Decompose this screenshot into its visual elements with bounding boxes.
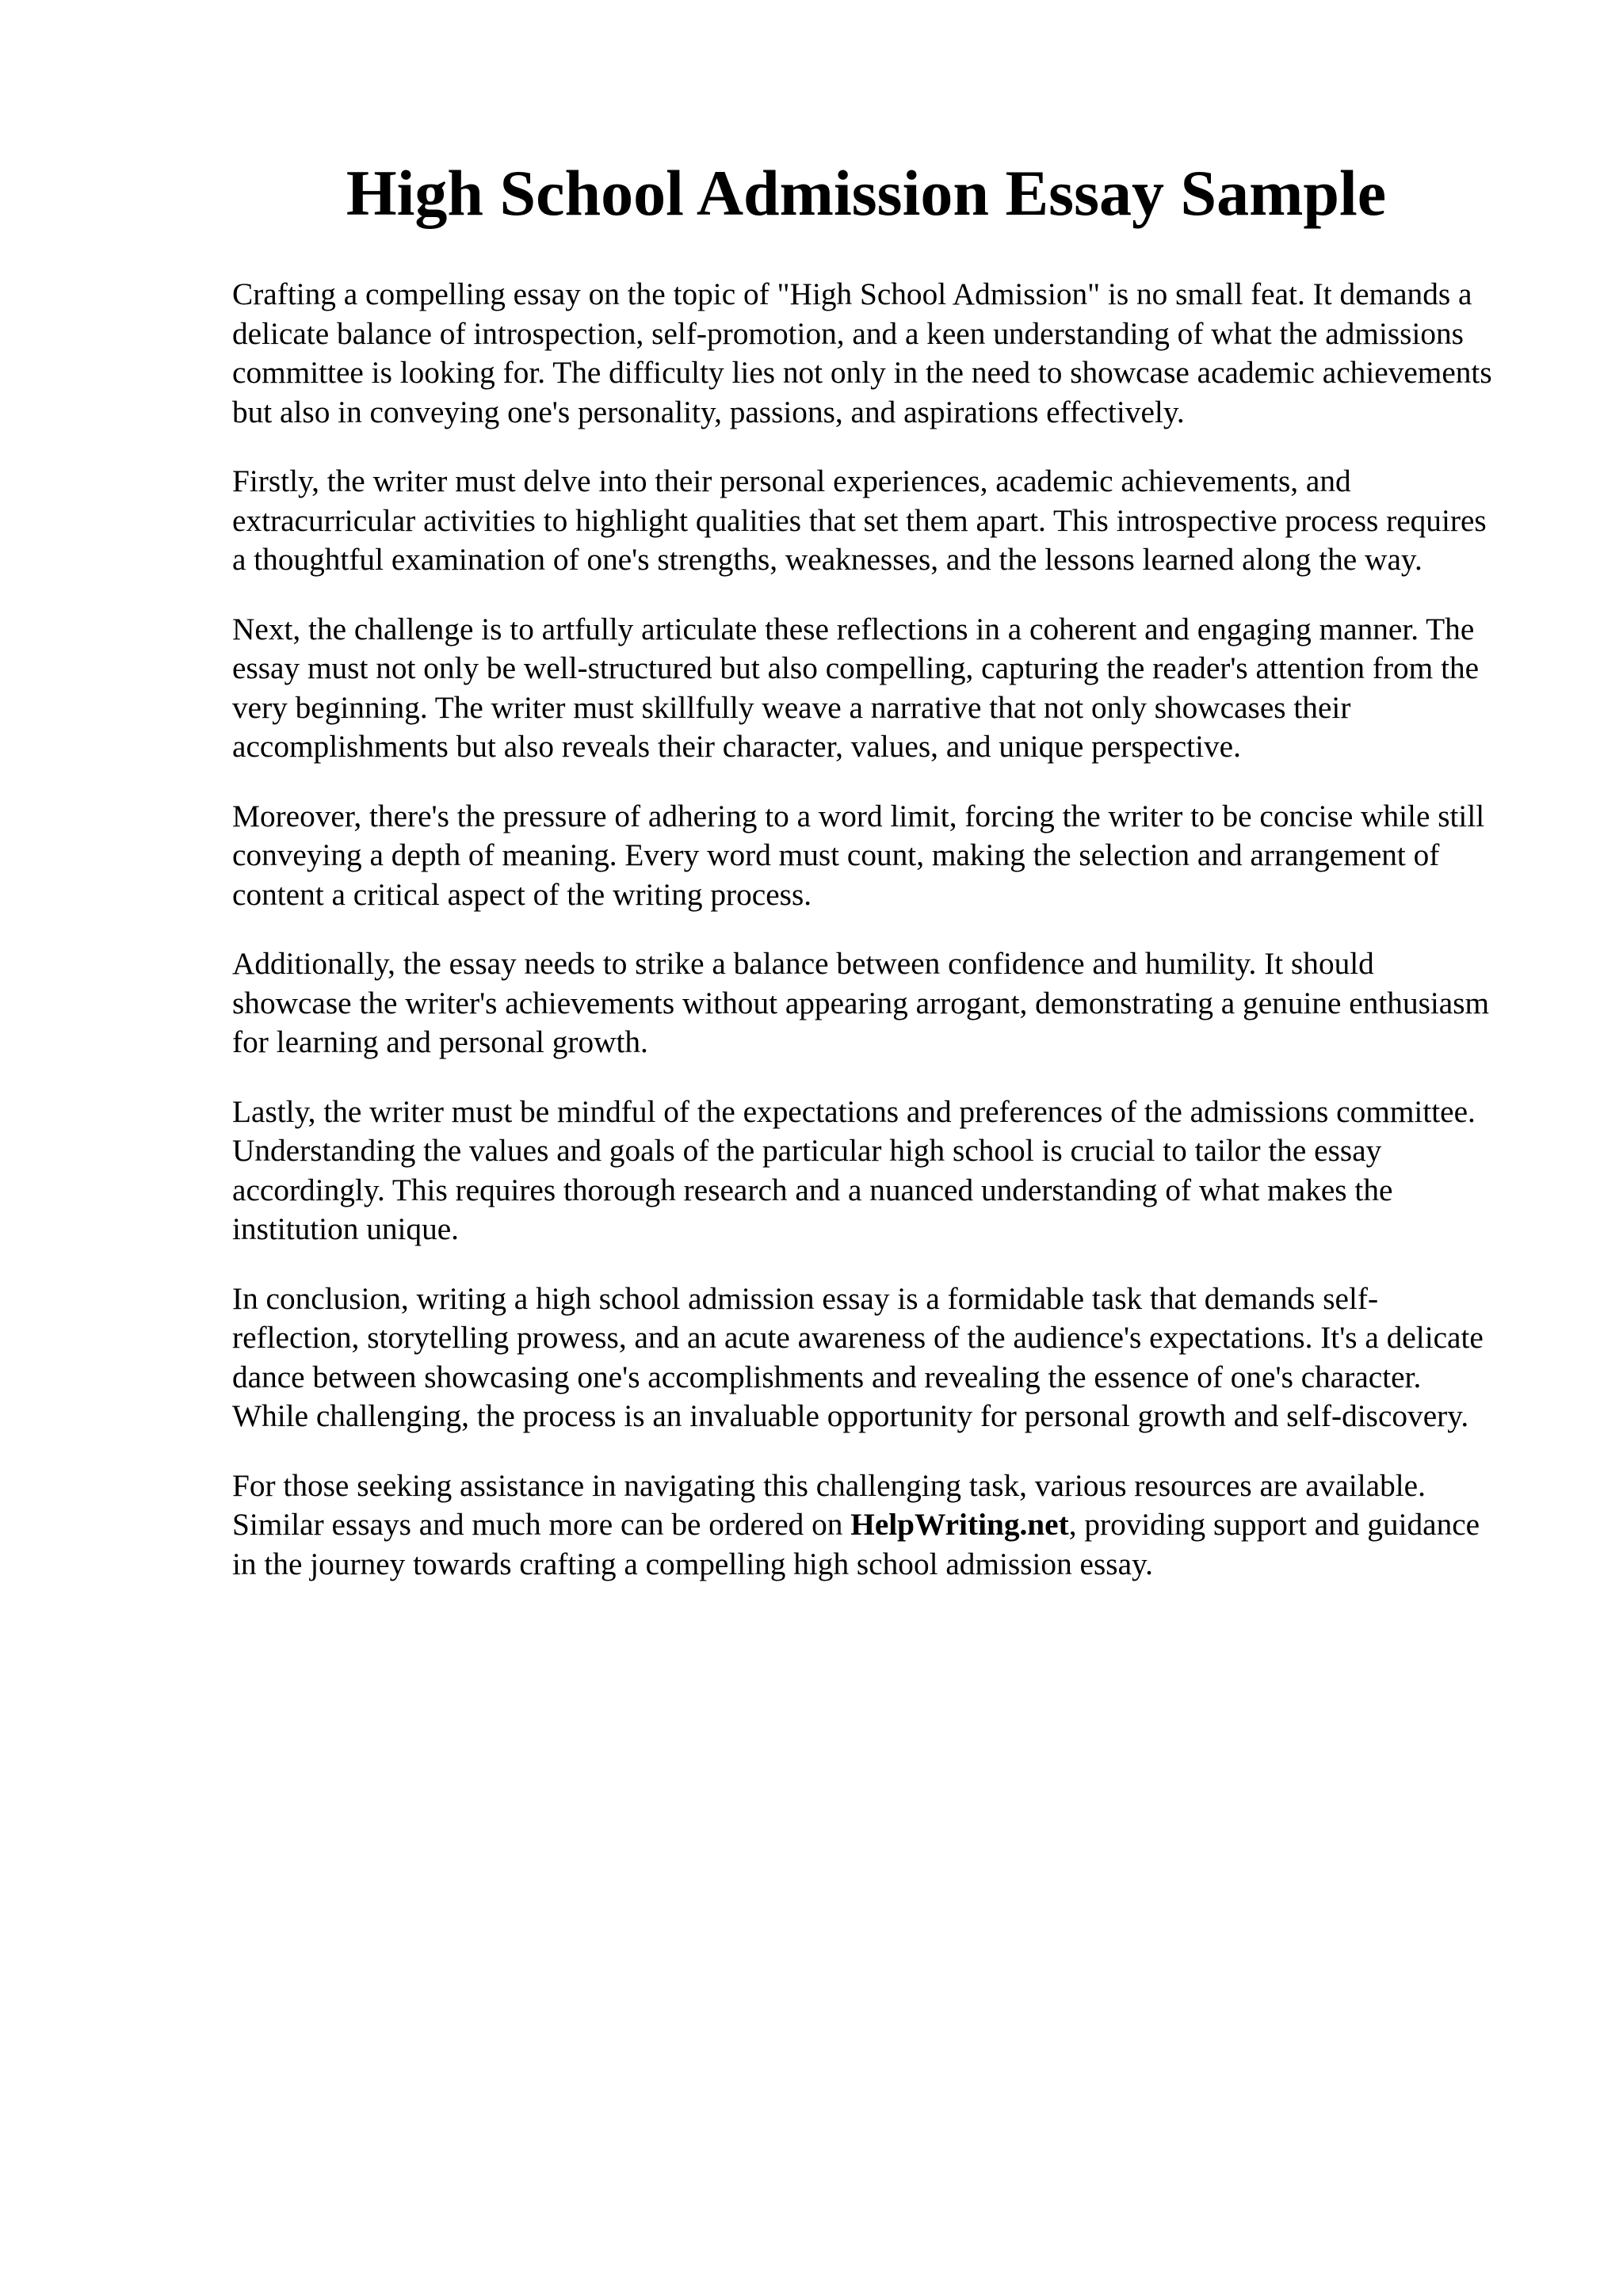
paragraph-3: Next, the challenge is to artfully articulate these reflections in a coherent and engaging manner. The essay must not only be well-structured but also compelling, capturing the reader's attention from the very beginning. The writer must skillfully weave a narrative that not only showcases their accomplishments but also reveals their character, values, and unique perspective. — [232, 611, 1480, 765]
paragraph-1: Crafting a compelling essay on the topic of "High School Admission" is no small feat. It demands a delicate balance of introspection, self-promotion, and a keen understanding of what the admissions committee is looking for. The difficulty lies not only in the need to showcase academic achievements but also in conveying one's personality, passions, and aspirations effectively. — [232, 277, 1492, 429]
paragraph-8-text-before: For those seeking assistance in navigating this challenging task, various resources are available. Similar essays and much more can be ordered on — [232, 1467, 1426, 1543]
paragraph-5: Additionally, the essay needs to strike a balance between confidence and humility. It should showcase the writer's achievements without appearing arrogant, demonstrating a genuine enthusiasm for learning and personal growth. — [232, 946, 1490, 1060]
document-title: High School Admission Essay Sample — [346, 157, 1387, 229]
paragraph-6: Lastly, the writer must be mindful of the expectations and preferences of the admissions committee. Understanding the values and goals of the particular high school is crucial to tailor the essay accordingly. This requires thorough research and a nuanced understanding of what makes the institution unique. — [232, 1093, 1476, 1247]
paragraph-2: Firstly, the writer must delve into their personal experiences, academic achievements, and extracurricular activities to highlight qualities that set them apart. This introspective process requires a thoughtful examination of one's strengths, weaknesses, and the lessons learned along the way. — [232, 463, 1487, 578]
document-body — [232, 154, 1500, 1614]
helpwriting-brand-name: HelpWriting.net — [850, 1507, 1069, 1543]
paragraph-4: Moreover, there's the pressure of adhering to a word limit, forcing the writer to be concise while still conveying a depth of meaning. Every word must count, making the selection and arrangement of content a critical aspect of the writing process. — [232, 798, 1485, 912]
paragraph-7: In conclusion, writing a high school admission essay is a formidable task that demands self-reflection, storytelling prowess, and an acute awareness of the audience's expectations. It's a delicate dance between showcasing one's accomplishments and revealing the essence of one's character. While challenging, the process is an invaluable opportunity for personal growth and self-discovery. — [232, 1280, 1484, 1434]
paragraph-8-text-after: , providing support and guidance in the journey towards crafting a compelling high school admission essay. — [232, 1507, 1480, 1581]
paragraph-8 — [232, 1466, 1500, 1585]
